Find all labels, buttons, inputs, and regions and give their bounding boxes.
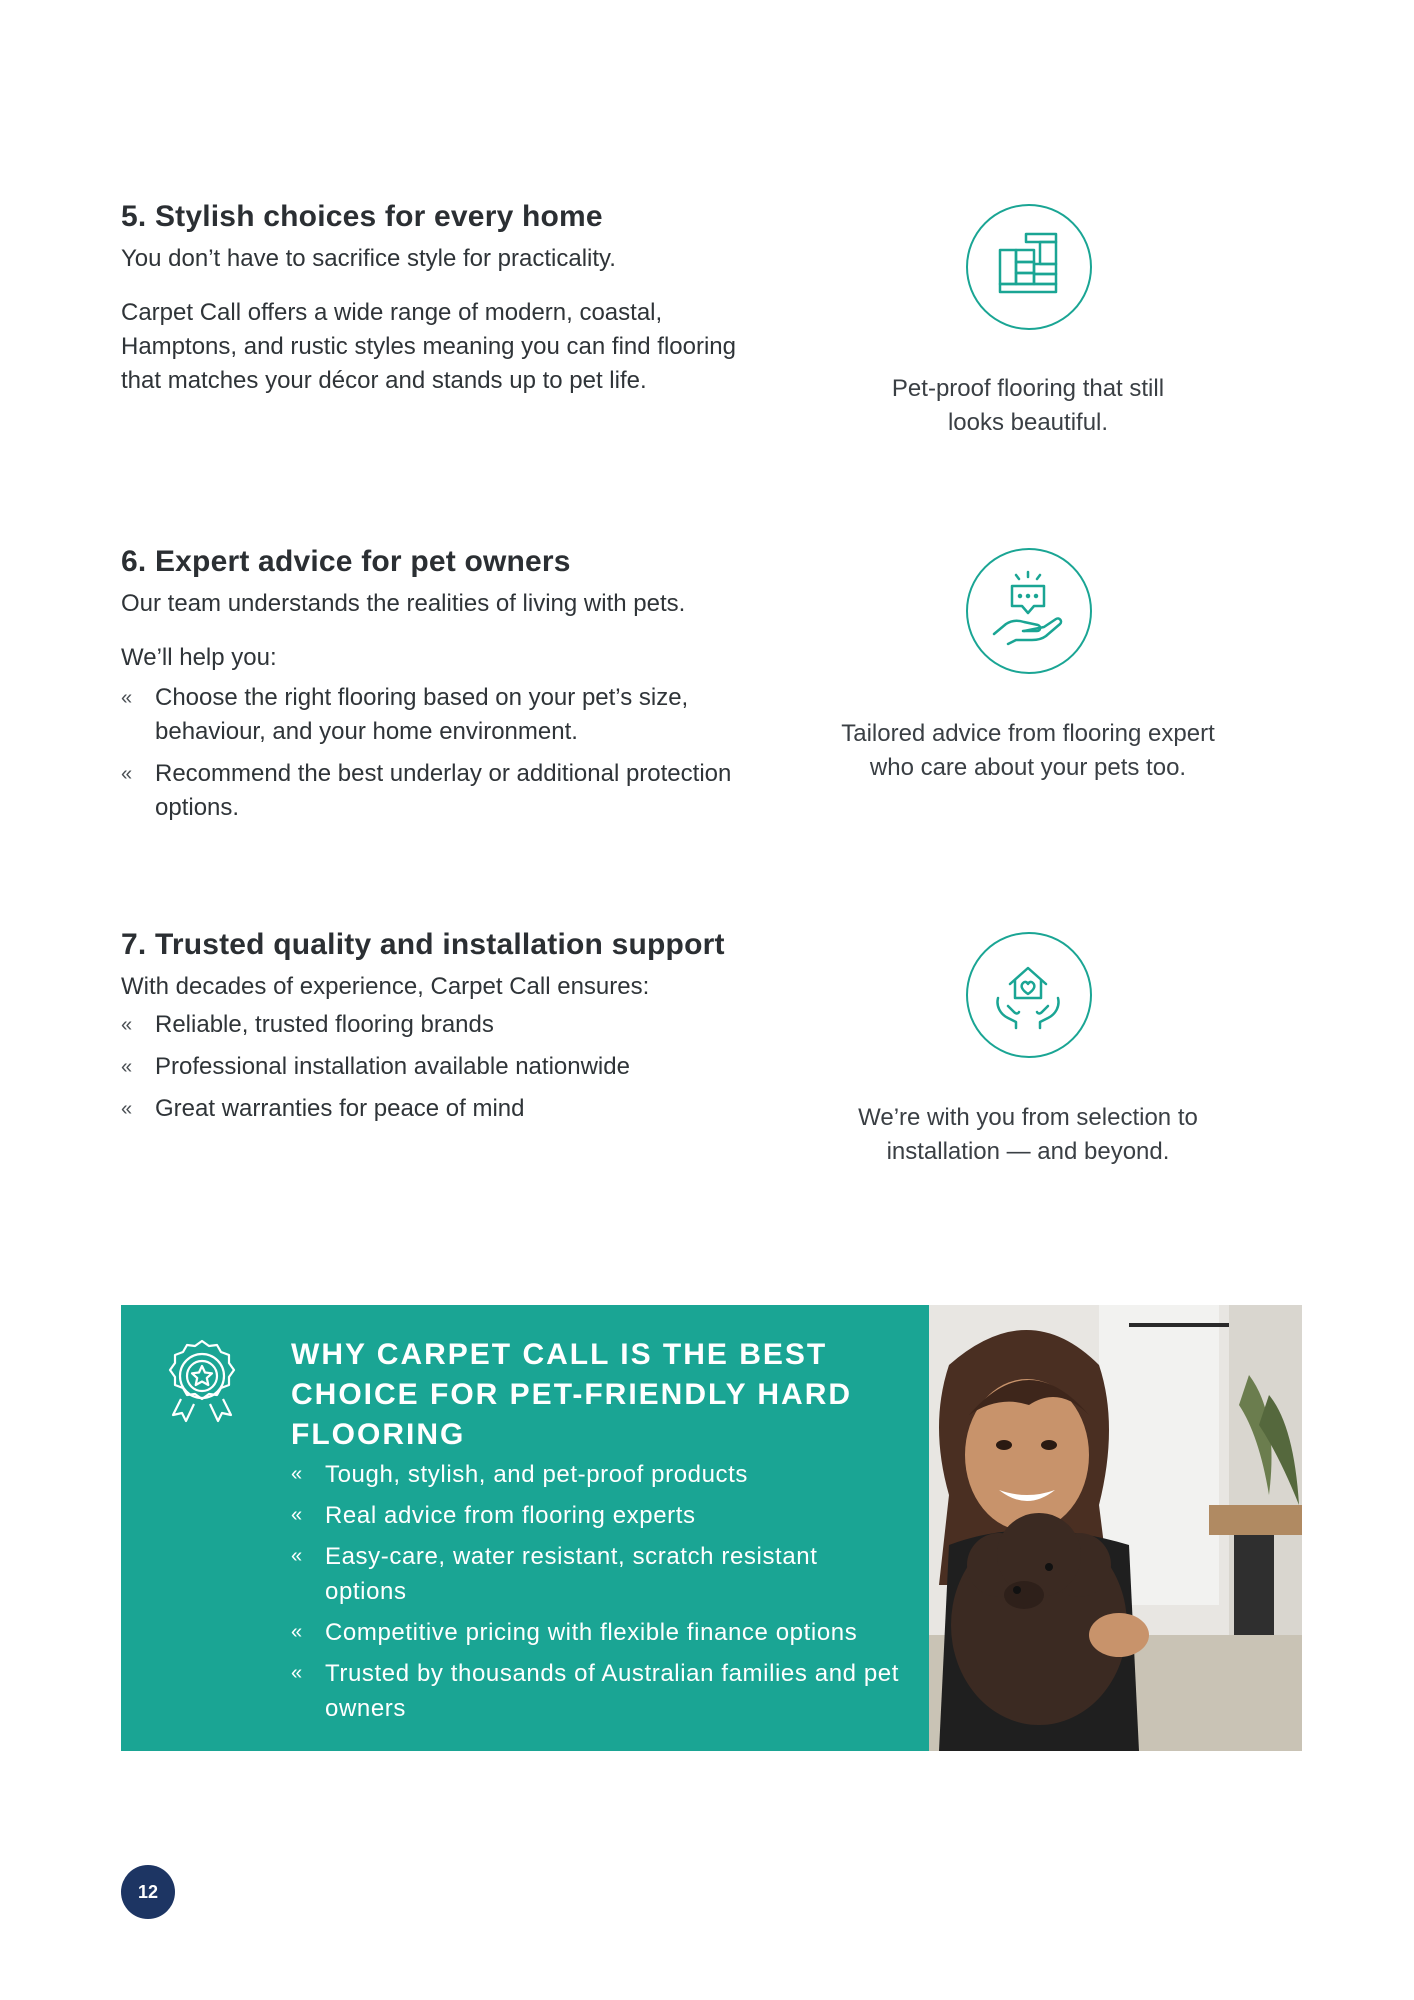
list-item: « Professional installation available nationwide bbox=[121, 1050, 781, 1084]
bullet-marker: « bbox=[121, 687, 133, 709]
bullet-marker: « bbox=[291, 1662, 303, 1684]
bullet-marker: « bbox=[121, 763, 133, 785]
section-7-bullets bbox=[121, 1008, 781, 1126]
section-5-body: Carpet Call offers a wide range of modern, coastal, Hamptons, and rustic styles meaning you can find flooring that matches your décor and stands up to pet life. bbox=[121, 299, 736, 394]
section-6 bbox=[121, 545, 781, 833]
section-7 bbox=[121, 928, 781, 1134]
section-6-side bbox=[798, 717, 1258, 785]
list-item: « Reliable, trusted flooring brands bbox=[121, 1008, 781, 1042]
list-item: « Trusted by thousands of Australian families and pet owners bbox=[291, 1656, 925, 1726]
flooring-planks-icon bbox=[966, 204, 1092, 330]
section-5-side bbox=[798, 372, 1258, 440]
banner-title: WHY CARPET CALL IS THE BEST CHOICE FOR PET-FRIENDLY HARD FLOORING bbox=[291, 1338, 853, 1451]
list-item: « Recommend the best underlay or additional protection options. bbox=[121, 757, 771, 825]
list-item: « Tough, stylish, and pet-proof products bbox=[291, 1457, 911, 1492]
section-6-bullets bbox=[121, 681, 771, 825]
bullet-marker: « bbox=[291, 1621, 303, 1643]
section-5-title: 5. Stylish choices for every home bbox=[121, 200, 603, 233]
banner-list bbox=[291, 1457, 911, 1732]
section-6-title: 6. Expert advice for pet owners bbox=[121, 545, 571, 578]
section-7-title: 7. Trusted quality and installation support bbox=[121, 928, 725, 961]
advice-hand-icon bbox=[966, 548, 1092, 674]
section-6-lead: Our team understands the realities of living with pets. bbox=[121, 590, 686, 617]
list-item: « Choose the right flooring based on your pet’s size, behaviour, and your home environment. bbox=[121, 681, 771, 749]
section-7-caption: We’re with you from selection to installation — and beyond. bbox=[858, 1104, 1198, 1165]
list-item: « Easy-care, water resistant, scratch resistant options bbox=[291, 1539, 885, 1609]
section-5 bbox=[121, 200, 781, 398]
bullet-marker: « bbox=[121, 1056, 133, 1078]
why-carpet-call-banner bbox=[121, 1305, 1302, 1751]
bullet-marker: « bbox=[291, 1545, 303, 1567]
page-number: 12 bbox=[121, 1865, 175, 1919]
girl-holding-puppy-photo bbox=[929, 1305, 1302, 1751]
bullet-marker: « bbox=[291, 1504, 303, 1526]
list-item: « Competitive pricing with flexible finance options bbox=[291, 1615, 911, 1650]
section-6-caption: Tailored advice from flooring expert who care about your pets too. bbox=[841, 720, 1215, 781]
section-5-caption: Pet-proof flooring that still looks beautiful. bbox=[891, 375, 1165, 436]
bullet-marker: « bbox=[121, 1098, 133, 1120]
section-6-body: We’ll help you: bbox=[121, 644, 277, 671]
list-item: « Great warranties for peace of mind bbox=[121, 1092, 781, 1126]
section-7-lead: With decades of experience, Carpet Call ensures: bbox=[121, 973, 650, 1000]
section-5-lead: You don’t have to sacrifice style for practicality. bbox=[121, 245, 616, 272]
bullet-marker: « bbox=[291, 1463, 303, 1485]
section-7-side bbox=[798, 1101, 1258, 1169]
list-item: « Real advice from flooring experts bbox=[291, 1498, 911, 1533]
bullet-marker: « bbox=[121, 1014, 133, 1036]
home-care-icon bbox=[966, 932, 1092, 1058]
award-badge-icon bbox=[159, 1337, 245, 1425]
